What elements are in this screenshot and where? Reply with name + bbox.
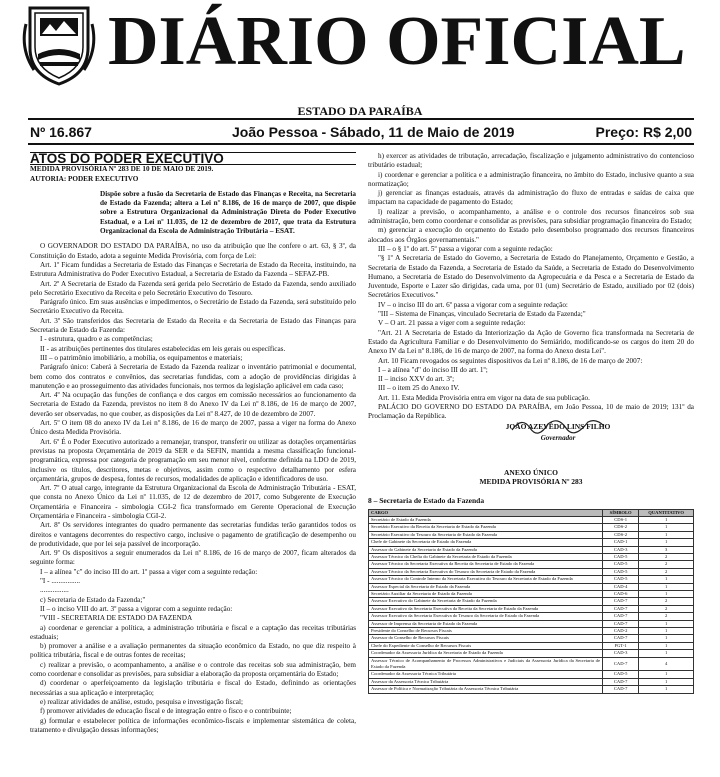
quantitativo-cell: 2 xyxy=(639,561,694,568)
table-header-row xyxy=(369,509,694,516)
quantitativo-cell: 2 xyxy=(639,613,694,620)
quantitativo-cell: 1 xyxy=(639,635,694,642)
quantitativo-cell: 1 xyxy=(639,650,694,657)
cargo-cell: Assessor Técnico da Chefia do Gabinete da Secretaria de Estado da Fazenda xyxy=(369,553,603,560)
quantitativo-cell: 1 xyxy=(639,531,694,538)
edition-date: João Pessoa - Sábado, 11 de Maio de 2019 xyxy=(232,124,515,140)
header-quantitativo: QUANTITATIVO xyxy=(639,509,694,516)
quantitativo-cell: 2 xyxy=(639,553,694,560)
left-paragraph: Art. 5º O item 08 do anexo IV da Lei nº 8.186, de 16 de março de 2007, passa a viger na forma do Anexo Único desta Medida Provisória. xyxy=(30,419,356,437)
quantitativo-cell: 1 xyxy=(639,628,694,635)
quantitativo-cell: 1 xyxy=(639,524,694,531)
left-paragraph: Art. 3º São transferidos das Secretaria de Estado da Receita e da Secretaria de Estado das Finanças para Secretaria de Estado da Fazenda: xyxy=(30,316,356,335)
left-paragraph: c) Secretaria de Estado da Fazenda;" xyxy=(40,595,146,604)
section-title: ATOS DO PODER EXECUTIVO xyxy=(30,152,356,165)
right-paragraph: III – o item 25 do Anexo IV. xyxy=(378,384,460,393)
mp-header: MEDIDA PROVISÓRIA Nº 283 DE 10 DE MAIO DE 2019. xyxy=(30,165,214,174)
quantitativo-cell: 3 xyxy=(639,546,694,553)
state-name: ESTADO DA PARAÍBA xyxy=(297,104,423,118)
simbolo-cell: CAD-1 xyxy=(603,539,639,546)
cargo-cell: Assessor Executivo da Secretaria Executiva da Receita da Secretaria de Estado da Fazenda xyxy=(369,605,603,612)
right-paragraph: m) gerenciar a execução do orçamento do Estado pelo desembolso programado dos recursos financeiros alocados aos Órgãos governamentais." xyxy=(368,226,694,244)
cargo-cell: Assessor de Política e Normatização Tributária da Assessoria Técnica Tributária xyxy=(369,686,603,693)
cargo-cell: Assessor do Gabinete da Secretaria de Estado da Fazenda xyxy=(369,546,603,553)
cargo-cell: Assessor Técnico da Secretaria Executiva do Tesouro da Secretaria de Estado da Fazenda xyxy=(369,568,603,575)
cargo-cell: Secretário Executivo da Receita da Secretaria de Estado da Fazenda xyxy=(369,524,603,531)
table-row xyxy=(369,576,694,583)
left-paragraph: Art. 1º Ficam fundidas a Secretaria de Estado das Finanças e Secretaria de Estado da Receita, instituindo, na Estrutura Administrativa do Poder Executivo Estadual, a Secretaria de Estado da Fazenda – SEFAZ-PB. xyxy=(30,260,356,279)
table-row xyxy=(369,605,694,612)
cargo-cell: Assessor Técnico de Acompanhamento de Processos Administrativos e Judiciais da Assessoria Jurídica da Secretaria de Estado da Fazenda xyxy=(369,657,603,671)
left-paragraph: Art. 8º Os servidores integrantes do quadro permanente das secretarias fundidas terão garantidos todos os direitos e vantagens decorrentes do respectivo cargo, inclusive o pagamento de gratificação de desempenho ou de produtividade, que por lei seja passível de incorporação. xyxy=(30,521,356,548)
table-row xyxy=(369,516,694,523)
left-paragraph: Parágrafo único: Caberá à Secretaria de Estado da Fazenda realizar o inventário patrimonial e documental, bem como dos contratos e convênios, das secretarias fundidas, com a adoção de providências dirigidas à manutenção e ao prosseguimento das atividades funcionais, nos termos da legislação aplicável em cada caso; xyxy=(30,363,356,390)
left-paragraph: e) realizar atividades de análise, estudo, pesquisa e investigação fiscal; xyxy=(40,697,243,706)
cargo-cell: Assessor Técnico do Controle Interno da Secretaria Executiva do Tesouro da Secretaria de Estado da Fazenda xyxy=(369,576,603,583)
simbolo-cell: CAD-7 xyxy=(603,635,639,642)
simbolo-cell: CAD-7 xyxy=(603,678,639,685)
cargo-cell: Secretário Executivo do Tesouro da Secretaria de Estado da Fazenda xyxy=(369,531,603,538)
simbolo-cell: CAD-2 xyxy=(603,628,639,635)
left-paragraph: O GOVERNADOR DO ESTADO DA PARAÍBA, no uso da atribuição que lhe confere o art. 63, § 3º, da Constituição do Estado, adota a seguinte Medida Provisória, com força de Lei: xyxy=(30,242,356,260)
edition-number: Nº 16.867 xyxy=(30,124,92,140)
header-simbolo: SÍMBOLO xyxy=(603,509,639,516)
simbolo-cell: CAD-7 xyxy=(603,598,639,605)
governor-role: Governador xyxy=(540,433,576,442)
table-row xyxy=(369,583,694,590)
quantitativo-cell: 1 xyxy=(639,678,694,685)
quantitativo-cell: 1 xyxy=(639,686,694,693)
right-paragraph: "Art. 21 A Secretaria de Estado da Interiorização da Ação de Governo fica transformada na Secretaria de Estado da Agricultura Familiar e do Desenvolvimento do Semiárido, modificando-se os cargos do item 20 do Anexo IV da Lei nº 8.186, de 16 de março de 2007, na forma do Anexo desta Lei". xyxy=(368,328,694,356)
right-paragraphs xyxy=(368,152,694,422)
left-paragraph: ................ xyxy=(40,586,69,595)
header-cargo: CARGO xyxy=(369,509,603,516)
cargo-cell: Chefe de Gabinete da Secretaria de Estado da Fazenda xyxy=(369,539,603,546)
mp-summary: Dispõe sobre a fusão da Secretaria de Estado das Finanças e Receita, na Secretaria de Estado da Fazenda; altera a Lei nº 8.186, de 16 de março de 2007, que dispõe sobre a Estrutura Organizacional da Administração Direta do Poder Executivo Estadual, e a Lei nº 11.035, de 12 de dezembro de 2017, que trata da Estrutura Organizacional da Escola de Administração Tributária – ESAT. xyxy=(100,189,356,236)
left-paragraph: Art. 6º É o Poder Executivo autorizado a remanejar, transpor, transferir ou utilizar as dotações orçamentárias previstas na proposta Orçamentária de 2019 da SER e da SEFIN, mantida a mesma classificação funcional-programática, expressa por categoria de programação em seu menor nível, conforme definida na LDO de 2019, inclusive os títulos, descritores, metas e objetivos, assim como o respectivo detalhamento por esfera orçamentária, grupos de despesa, fontes de recursos, modalidades de aplicação e identificadores de uso. xyxy=(30,437,356,483)
left-paragraph: c) realizar a previsão, o acompanhamento, a análise e o controle das receitas sob sua administração, bem como coordenar e consolidar as previsões, para subsidiar a elaboração da proposta orçamentária do Estado; xyxy=(30,660,356,679)
left-paragraph: f) promover atividades de educação fiscal e de integração entre o fisco e o contribuinte; xyxy=(40,707,292,716)
quantitativo-cell: 2 xyxy=(639,598,694,605)
left-paragraph: Art. 4º Na ocupação das funções de confiança e dos cargos em comissão necessários ao funcionamento da Secretaria de Estado da Fazenda, previstos no item 8 do Anexo IV da Lei nº 8.186, de 16 de março de 2007, deverão ser observadas, no que couber, as disposições da Lei nº 8.427, de 10 de dezembro de 2007. xyxy=(30,391,356,418)
quantitativo-cell: 2 xyxy=(639,568,694,575)
right-paragraph: PALÁCIO DO GOVERNO DO ESTADO DA PARAÍBA, em João Pessoa, 10 de maio de 2019; 131º da Proclamação da República. xyxy=(368,403,694,421)
table-row xyxy=(369,590,694,597)
right-paragraph: h) exercer as atividades de tributação, arrecadação, fiscalização e julgamento administrativo do contencioso tributário estadual; xyxy=(368,152,694,170)
simbolo-cell: CAD-7 xyxy=(603,686,639,693)
simbolo-cell: CAD-5 xyxy=(603,553,639,560)
left-paragraph: III – o patrimônio imobiliário, a mobília, os equipamentos e materiais; xyxy=(40,353,243,362)
cargo-cell: Assessor Técnico da Secretaria Executiva da Receita da Secretaria de Estado da Fazenda xyxy=(369,561,603,568)
table-row xyxy=(369,531,694,538)
table-row xyxy=(369,598,694,605)
table-row xyxy=(369,671,694,678)
mp-author: AUTORIA: PODER EXECUTIVO xyxy=(30,174,139,183)
right-paragraph: I – a alínea "d" do inciso III do art. 1º; xyxy=(378,365,488,374)
quantitativo-cell: 1 xyxy=(639,539,694,546)
simbolo-cell: CAD-5 xyxy=(603,568,639,575)
left-paragraph: d) coordenar o aperfeiçoamento da legislação tributária e fiscal do Estado, definindo as orientações necessárias a sua aplicação e interpretação; xyxy=(30,679,356,697)
table-row xyxy=(369,524,694,531)
governor-name: JOÃO AZEVÊDO LINS FILHO xyxy=(505,421,611,431)
cargo-cell: Coordenador da Assessoria Técnica Tributária xyxy=(369,671,603,678)
right-paragraph: i) coordenar e gerenciar a política e a administração financeira, no âmbito do Estado, inclusive quanto a sua normatização; xyxy=(368,170,694,188)
left-column xyxy=(30,152,356,735)
simbolo-cell: CAD-5 xyxy=(603,561,639,568)
table-row xyxy=(369,686,694,693)
left-paragraph: I - estrutura, quadro e as competências; xyxy=(40,335,153,344)
table-row xyxy=(369,650,694,657)
left-paragraph: Art. 7º O atual cargo, integrante da Estrutura Organizacional da Escola de Administração Tributária - ESAT, que consta no Anexo Único da Lei nº 11.035, de 12 de dezembro de 2017, como Subgerente de Execução Orçamentária e Financeira - simbologia CGI-2 fica transformado em Gerente Operacional de Execução Orçamentária e Financeira - simbologia CGI-2. xyxy=(30,484,356,520)
annex-table-body xyxy=(369,516,694,693)
signature-block xyxy=(368,422,694,468)
simbolo-cell: CAD-7 xyxy=(603,620,639,627)
table-row xyxy=(369,678,694,685)
right-paragraph: l) realizar a previsão, o acompanhamento, a análise e o controle dos recursos financeiros sob sua administração, bem como coordenar e consolidar as previsões, para subsidiar programação financeira do Estado; xyxy=(368,207,694,226)
left-paragraphs xyxy=(30,242,356,735)
cargo-cell: Secretário Auxiliar da Secretaria de Estado da Fazenda xyxy=(369,590,603,597)
right-paragraph: V – O art. 21 passa a viger com a seguinte redação: xyxy=(378,319,526,328)
table-row xyxy=(369,613,694,620)
simbolo-cell: CAD-7 xyxy=(603,605,639,612)
cargo-cell: Assessor da Assessoria Técnica Tributária xyxy=(369,678,603,685)
cargo-cell: Chefe do Expediente do Conselho de Recursos Fiscais xyxy=(369,642,603,649)
header-rule-bottom xyxy=(28,143,694,145)
table-row xyxy=(369,628,694,635)
annex-table-title: 8 – Secretaria de Estado da Fazenda xyxy=(368,496,485,506)
left-paragraph: "VIII - SECRETARIA DE ESTADO DA FAZENDA xyxy=(40,614,193,623)
right-paragraph: "§ 1º A Secretaria de Estado do Governo, a Secretaria de Estado do Planejamento, Orçamento e Gestão, a Secretaria de Estado da Fazenda, a Secretaria de Estado da Saúde, a Secretaria de Estado do Desenvolvimento Humano, a Secretaria de Estado do Desenvolvimento da Agropecuária e da Pesca e a Secretaria de Estado da Juventude, Esporte e Lazer são dirigidas, cada uma, por 01 (um) Secretário de Estado, auxiliado por 02 (dois) Secretários Executivos." xyxy=(368,254,694,300)
quantitativo-cell: 1 xyxy=(639,576,694,583)
left-paragraph: "I - ................ xyxy=(40,577,81,586)
simbolo-cell: CAD-3 xyxy=(603,546,639,553)
simbolo-cell: CDS-2 xyxy=(603,531,639,538)
simbolo-cell: CAD-7 xyxy=(603,657,639,671)
quantitativo-cell: 1 xyxy=(639,590,694,597)
table-row xyxy=(369,561,694,568)
simbolo-cell: CAD-5 xyxy=(603,576,639,583)
table-row xyxy=(369,546,694,553)
cargo-cell: Assessor Executivo da Secretaria Executiva do Tesouro da Secretaria de Estado da Fazenda xyxy=(369,613,603,620)
quantitativo-cell: 4 xyxy=(639,657,694,671)
simbolo-cell: CAD-7 xyxy=(603,613,639,620)
cargo-cell: Assessor do Conselho de Recursos Fiscais xyxy=(369,635,603,642)
table-row xyxy=(369,568,694,575)
table-row xyxy=(369,642,694,649)
left-paragraph: II - as atribuições pertinentes dos titulares estabelecidas em leis gerais ou específicas. xyxy=(40,344,286,353)
edition-price: Preço: R$ 2,00 xyxy=(595,124,692,140)
left-paragraph: b) promover a análise e a avaliação permanentes da situação econômico da Estado, no que diz respeito à política tributária, fiscal e de outras fontes de receitas; xyxy=(30,642,356,660)
table-row xyxy=(369,657,694,671)
right-paragraph: III – o § 1º do art. 5º passa a vigorar com a seguinte redação: xyxy=(378,244,553,253)
right-paragraph: Art. 10 Ficam revogados os seguintes dispositivos da Lei nº 8.186, de 16 de março de 2007: xyxy=(378,356,643,365)
header-rule-top xyxy=(28,118,694,120)
quantitativo-cell: 1 xyxy=(639,620,694,627)
right-paragraph: IV – o inciso III do art. 6º passa a vigorar com a seguinte redação: xyxy=(378,300,568,309)
left-paragraph: II – o inciso VIII do art. 3º passa a vigorar com a seguinte redação: xyxy=(40,604,233,613)
cargo-cell: Secretário de Estado da Fazenda xyxy=(369,516,603,523)
simbolo-cell: FGT-1 xyxy=(603,642,639,649)
quantitativo-cell: 1 xyxy=(639,642,694,649)
left-paragraph: a) coordenar e gerenciar a política, a administração tributária e fiscal e a captação das receitas tributárias estaduais; xyxy=(30,623,356,641)
simbolo-cell: CAD-4 xyxy=(603,583,639,590)
simbolo-cell: CAD-3 xyxy=(603,650,639,657)
quantitativo-cell: 1 xyxy=(639,516,694,523)
right-column xyxy=(368,152,694,694)
cargo-cell: Assessor Especial da Secretaria de Estado da Fazenda xyxy=(369,583,603,590)
quantitativo-cell: 1 xyxy=(639,583,694,590)
simbolo-cell: CDS-1 xyxy=(603,516,639,523)
right-paragraph: j) gerenciar as finanças estaduais, através da administração do fluxo de entradas e saídas de caixa que impactam na capacidade de pagamento do Estado; xyxy=(368,189,694,207)
annex-title: ANEXO ÚNICO xyxy=(504,467,558,477)
left-paragraph: Parágrafo único. Em suas ausências e impedimentos, o Secretário de Estado da Fazenda, será substituído pelo Secretário Executivo da Receita. xyxy=(30,298,356,316)
left-paragraph: Art. 9º Os dispositivos a seguir enumerados da Lei nº 8.186, de 16 de março de 2007, ficam alterados da seguinte forma: xyxy=(30,549,356,567)
left-paragraph: I – a alínea "c" do inciso III do art. 1º passa a viger com a seguinte redação: xyxy=(40,567,258,576)
cargo-cell: Assessor de Imprensa da Secretaria de Estado da Fazenda xyxy=(369,620,603,627)
cargo-cell: Presidente do Conselho de Recursos Fiscais xyxy=(369,628,603,635)
simbolo-cell: CAD-5 xyxy=(603,671,639,678)
left-paragraph: g) formular e estabelecer política de informações econômico-fiscais e implementar sistemática de coleta, tratamento e divulgação dessas informações; xyxy=(30,716,356,734)
state-coat-of-arms-icon xyxy=(22,4,96,86)
table-row xyxy=(369,553,694,560)
masthead xyxy=(0,0,720,100)
simbolo-cell: CDS-2 xyxy=(603,524,639,531)
quantitativo-cell: 2 xyxy=(639,605,694,612)
annex-subtitle: MEDIDA PROVISÓRIA Nº 283 xyxy=(479,476,583,486)
right-paragraph: Art. 11. Esta Medida Provisória entra em vigor na data de sua publicação. xyxy=(378,393,590,402)
table-row xyxy=(369,539,694,546)
right-paragraph: II – inciso XXV do art. 3º; xyxy=(378,375,455,384)
newspaper-title: DIÁRIO OFICIAL xyxy=(108,3,686,80)
table-row xyxy=(369,620,694,627)
cargo-cell: Coordenador da Assessoria Jurídica da Secretaria de Estado da Fazenda xyxy=(369,650,603,657)
table-row xyxy=(369,635,694,642)
left-paragraph: Art. 2º A Secretaria de Estado da Fazenda será gerida pelo Secretário de Estado da Fazenda, sendo auxiliado pelo Secretário Executivo da Receita e pelo Secretário Executivo do Tesouro. xyxy=(30,279,356,297)
annex-table xyxy=(368,509,694,694)
right-paragraph: "III – Sistema de Finanças, vinculado Secretaria de Estado da Fazenda;" xyxy=(378,310,586,319)
quantitativo-cell: 1 xyxy=(639,671,694,678)
simbolo-cell: CAD-6 xyxy=(603,590,639,597)
cargo-cell: Assessor Executivo do Gabinete da Secretaria de Estado da Fazenda xyxy=(369,598,603,605)
